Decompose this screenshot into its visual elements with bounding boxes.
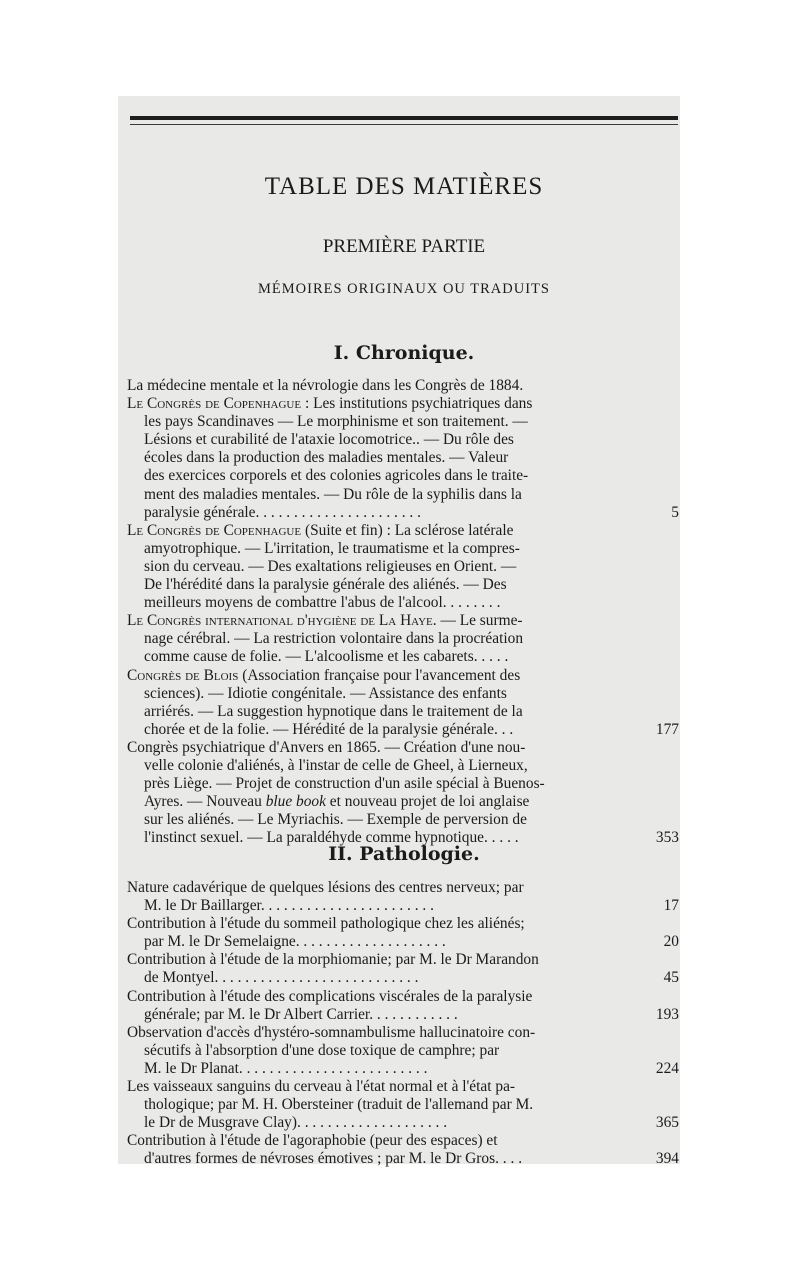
entry-line: sciences). — Idiotie congénitale. — Assistance des enfants — [144, 684, 507, 702]
page-number: 365 — [655, 1114, 679, 1132]
entry-line: M. le Dr Baillarger. . . . . . . . . . . . . . . . . . . . . . . — [144, 897, 434, 915]
entry-line: ment des maladies mentales. — Du rôle de la syphilis dans la — [144, 485, 522, 503]
entry-line: par M. le Dr Semelaigne. . . . . . . . . . . . . . . . . . . . — [144, 933, 446, 951]
toc-entry — [127, 612, 675, 666]
header-rule-thin — [130, 124, 678, 125]
toc-entry — [127, 666, 679, 739]
part-subtitle: MÉMOIRES ORIGINAUX OU TRADUITS — [258, 281, 550, 297]
entry-line: Le Congrès de Copenhague (Suite et fin) : La sclérose latérale — [127, 521, 514, 539]
entry-line: M. le Dr Planat. . . . . . . . . . . . . . . . . . . . . . . . . — [144, 1059, 428, 1077]
entry-line: Congrès de Blois (Association française pour l'avancement des — [127, 666, 521, 684]
page-number: 224 — [655, 1059, 679, 1077]
section-chronique-entries — [127, 377, 679, 847]
entry-line: Le Congrès international d'hygiène de La Haye. — Le surme- — [127, 612, 523, 630]
toc-entry — [127, 395, 679, 522]
entry-line: sécutifs à l'absorption d'une dose toxique de camphre; par — [144, 1041, 500, 1059]
entry-line: d'autres formes de névroses émotives ; par M. le Dr Gros. . . . — [144, 1150, 523, 1168]
entry-line: Contribution à l'étude de l'agoraphobie (peur des espaces) et — [127, 1132, 498, 1150]
page-number: 17 — [663, 897, 679, 915]
section-pathologie-entries — [127, 879, 679, 1169]
entry-line: velle colonie d'aliénés, à l'instar de celle de Gheel, à Lierneux, — [144, 756, 528, 774]
entry-line: arriérés. — La suggestion hypnotique dans le traitement de la — [144, 702, 523, 720]
entry-line: Ayres. — Nouveau blue book et nouveau projet de loi anglaise — [144, 793, 530, 811]
toc-entry — [127, 377, 675, 395]
entry-lead: Le Congrès de Copenhague — [127, 395, 302, 413]
entry-line: amyotrophique. — L'irritation, le traumatisme et la compres- — [144, 539, 520, 557]
entry-line: chorée et de la folie. — Hérédité de la paralysie générale. . . — [144, 720, 514, 738]
entry-line: de Montyel. . . . . . . . . . . . . . . . . . . . . . . . . . . — [144, 969, 419, 987]
toc-entry — [127, 738, 679, 848]
entry-line: écoles dans la production des maladies mentales. — Valeur — [144, 449, 509, 467]
entry-line: Contribution à l'étude du sommeil pathologique chez les aliénés; — [127, 915, 525, 933]
entry-line: des exercices corporels et des colonies agricoles dans le traite- — [144, 467, 529, 485]
page-title: TABLE DES MATIÈRES — [264, 173, 544, 200]
entry-lead: Le Congrès international d'hygiène de La Haye. — [127, 612, 437, 630]
page-number: 5 — [671, 503, 679, 521]
entry-line: Congrès psychiatrique d'Anvers en 1865. — Création d'une nou- — [127, 738, 526, 756]
entry-line: le Dr de Musgrave Clay). . . . . . . . . . . . . . . . . . . . — [144, 1114, 448, 1132]
toc-entry — [127, 915, 679, 951]
entry-line: près Liège. — Projet de construction d'un asile spécial à Buenos- — [144, 775, 545, 793]
entry-line: Lésions et curabilité de l'ataxie locomotrice.. — Du rôle des — [144, 431, 514, 449]
entry-line: La médecine mentale et la névrologie dans les Congrès de 1884. — [127, 377, 524, 394]
entry-italic: blue book — [265, 793, 326, 811]
entry-line: paralysie générale. . . . . . . . . . . . . . . . . . . . . . — [144, 503, 421, 521]
part-heading: PREMIÈRE PARTIE — [322, 236, 486, 257]
section-heading-pathologie: II. Pathologie. — [328, 843, 480, 865]
toc-entry — [127, 1132, 679, 1168]
page-number: 193 — [655, 1005, 679, 1023]
page-number: 394 — [655, 1150, 679, 1168]
entry-line: Les vaisseaux sanguins du cerveau à l'état normal et à l'état pa- — [127, 1078, 516, 1096]
page-number: 45 — [663, 969, 679, 987]
entry-lead: Congrès de Blois — [127, 666, 239, 684]
entry-line: thologique; par M. H. Obersteiner (traduit de l'allemand par M. — [144, 1096, 534, 1114]
entry-line: Contribution à l'étude de la morphiomanie; par M. le Dr Marandon — [127, 951, 539, 969]
entry-line: Le Congrès de Copenhague : Les institutions psychiatriques dans — [127, 395, 533, 413]
entry-line: Nature cadavérique de quelques lésions des centres nerveux; par — [127, 879, 524, 896]
entry-line: nage cérébral. — La restriction volontaire dans la procréation — [144, 630, 524, 648]
entry-line: Observation d'accès d'hystéro-somnambulisme hallucinatoire con- — [127, 1023, 536, 1041]
entry-line: sion du cerveau. — Des exaltations religieuses en Orient. — — [144, 557, 517, 575]
entry-line: sur les aliénés. — Le Myriachis. — Exemple de perversion de — [144, 811, 527, 829]
entry-line: De l'hérédité dans la paralysie générale des aliénés. — Des — [144, 576, 507, 594]
entry-line: générale; par M. le Dr Albert Carrier. . . . . . . . . . . . — [144, 1005, 458, 1023]
toc-entry — [127, 522, 675, 612]
toc-entry — [127, 879, 679, 915]
header-rule-thick — [130, 116, 678, 120]
section-heading-chronique: I. Chronique. — [333, 342, 475, 364]
entry-lead: Le Congrès de Copenhague — [127, 521, 302, 539]
page-number: 353 — [655, 829, 679, 847]
toc-entry — [127, 1023, 679, 1078]
toc-entry — [127, 1078, 679, 1132]
entry-line: l'instinct sexuel. — La paraldéhyde comme hypnotique. . . . . — [144, 829, 519, 847]
toc-entry — [127, 987, 679, 1024]
toc-entry — [127, 951, 679, 987]
entry-line: Contribution à l'étude des complications viscérales de la paralysie — [127, 987, 533, 1005]
entry-line: les pays Scandinaves — Le morphinisme et son traitement. — — [144, 413, 528, 431]
entry-line: comme cause de folie. — L'alcoolisme et les cabarets. . . . . — [144, 648, 509, 666]
page-number: 177 — [655, 720, 679, 738]
page-number: 20 — [663, 933, 679, 951]
entry-line: meilleurs moyens de combattre l'abus de l'alcool. . . . . . . . — [144, 594, 501, 612]
